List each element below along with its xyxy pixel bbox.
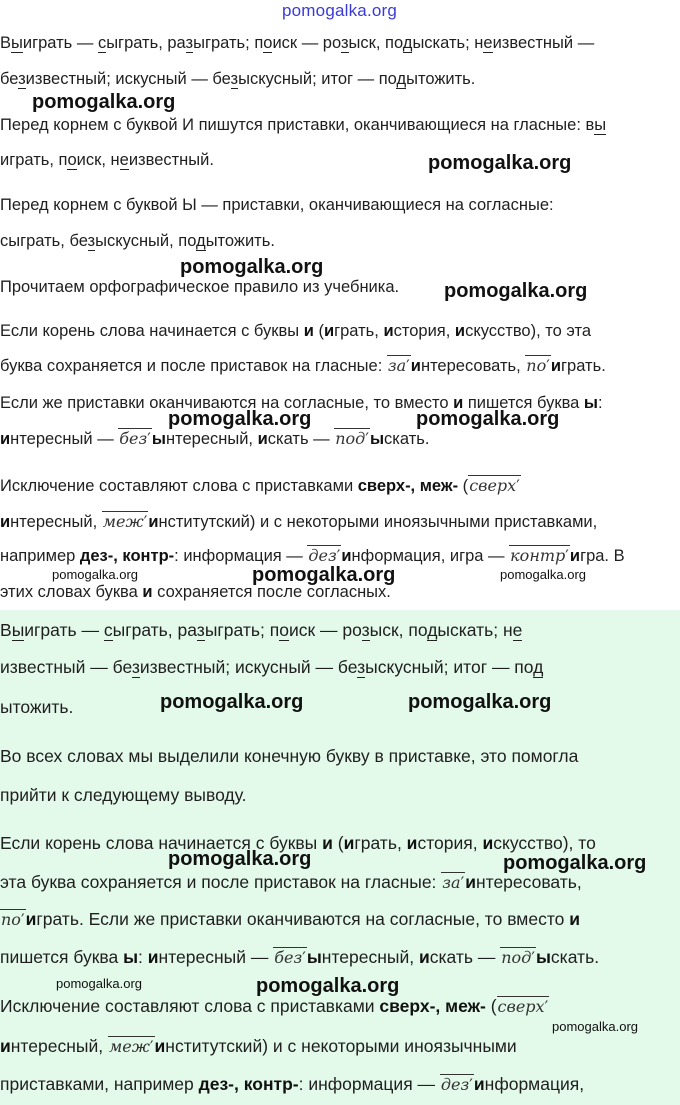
watermark: pomogalka.org xyxy=(160,691,304,713)
answer-exception-line-1: Исключение составляют слова с приставками сверх-, меж- (сверх ′ xyxy=(0,996,549,1017)
watermark: pomogalka.org xyxy=(428,152,572,174)
watermark: pomogalka.org xyxy=(408,691,552,713)
paragraph-words-line-2: безизвестный; искусный — безыскусный; итог — подытожить. xyxy=(0,70,476,88)
rule-text-line-2: буква сохраняется и после приставок на гласные: за ′ интересовать, по ′ играть. xyxy=(0,356,606,376)
rule-text-line-4: интересный — без ′ ынтересный, искать — под ′ ыскать. xyxy=(0,429,429,449)
rule-line-6: сыграть, безыскусный, подытожить. xyxy=(0,232,275,250)
rule-text-line-1: Если корень слова начинается с буквы и (играть, история, искусство), то эта xyxy=(0,322,591,340)
answer-line-3: ытожить. xyxy=(0,697,74,717)
paragraph-words-line-1: Выиграть — сыграть, разыграть; поиск — розыск, подыскать; неизвестный — xyxy=(0,34,595,52)
rule-line-3: Перед корнем с буквой И пишутся приставки, оканчивающиеся на гласные: вы xyxy=(0,116,607,134)
watermark: pomogalka.org xyxy=(552,1019,638,1034)
watermark: pomogalka.org xyxy=(168,408,312,430)
watermark: pomogalka.org xyxy=(52,567,138,582)
watermark: pomogalka.org xyxy=(56,976,142,991)
watermark-top: pomogalka.org xyxy=(282,1,398,20)
answer-rule-line-4: пишется буква ы: интересный — без ′ ынтересный, искать — под ′ ыскать. xyxy=(0,947,599,968)
answer-rule-line-2: эта буква сохраняется и после приставок на гласные: за ′ интересовать, xyxy=(0,872,582,893)
rule-line-5: Перед корнем с буквой Ы — приставки, оканчивающиеся на согласные: xyxy=(0,196,554,214)
watermark: pomogalka.org xyxy=(180,256,324,278)
watermark: pomogalka.org xyxy=(256,975,400,997)
conclusion-line-1: Во всех словах мы выделили конечную букву в приставке, это помогла xyxy=(0,746,579,766)
rule-text-line-3: Если же приставки оканчиваются на согласные, то вместо и пишется буква ы: xyxy=(0,394,603,412)
answer-line-1: Выиграть — сыграть, разыграть; поиск — розыск, подыскать; не xyxy=(0,620,523,640)
exception-line-2: интересный, меж ′ институтский) и с некоторыми иноязычными приставками, xyxy=(0,512,597,532)
watermark: pomogalka.org xyxy=(416,408,560,430)
exception-line-4: этих словах буква и сохраняется после согласных. xyxy=(0,583,391,601)
exception-line-3: например дез-, контр-: информация — дез ′ информация, игра — контр ′ игра. В xyxy=(0,546,625,566)
rule-intro: Прочитаем орфографическое правило из учебника. xyxy=(0,278,400,296)
watermark: pomogalka.org xyxy=(252,564,396,586)
answer-rule-line-1: Если корень слова начинается с буквы и (играть, история, искусство), то xyxy=(0,833,596,853)
conclusion-line-2: прийти к следующему выводу. xyxy=(0,785,247,805)
watermark: pomogalka.org xyxy=(32,91,176,113)
answer-line-2: известный — безизвестный; искусный — безыскусный; итог — под xyxy=(0,657,544,677)
rule-line-4: играть, поиск, неизвестный. xyxy=(0,151,214,169)
watermark: pomogalka.org xyxy=(168,848,312,870)
watermark: pomogalka.org xyxy=(503,852,647,874)
answer-exception-line-3: приставками, например дез-, контр-: информация — дез ′ информация, xyxy=(0,1074,584,1095)
watermark: pomogalka.org xyxy=(500,567,586,582)
exception-line-1: Исключение составляют слова с приставками сверх-, меж- (сверх ′ xyxy=(0,476,521,496)
answer-rule-line-3: по ′ играть. Если же приставки оканчиваются на согласные, то вместо и xyxy=(0,909,580,930)
watermark: pomogalka.org xyxy=(444,280,588,302)
answer-exception-line-2: интересный, меж ′ институтский) и с некоторыми иноязычными xyxy=(0,1036,517,1057)
